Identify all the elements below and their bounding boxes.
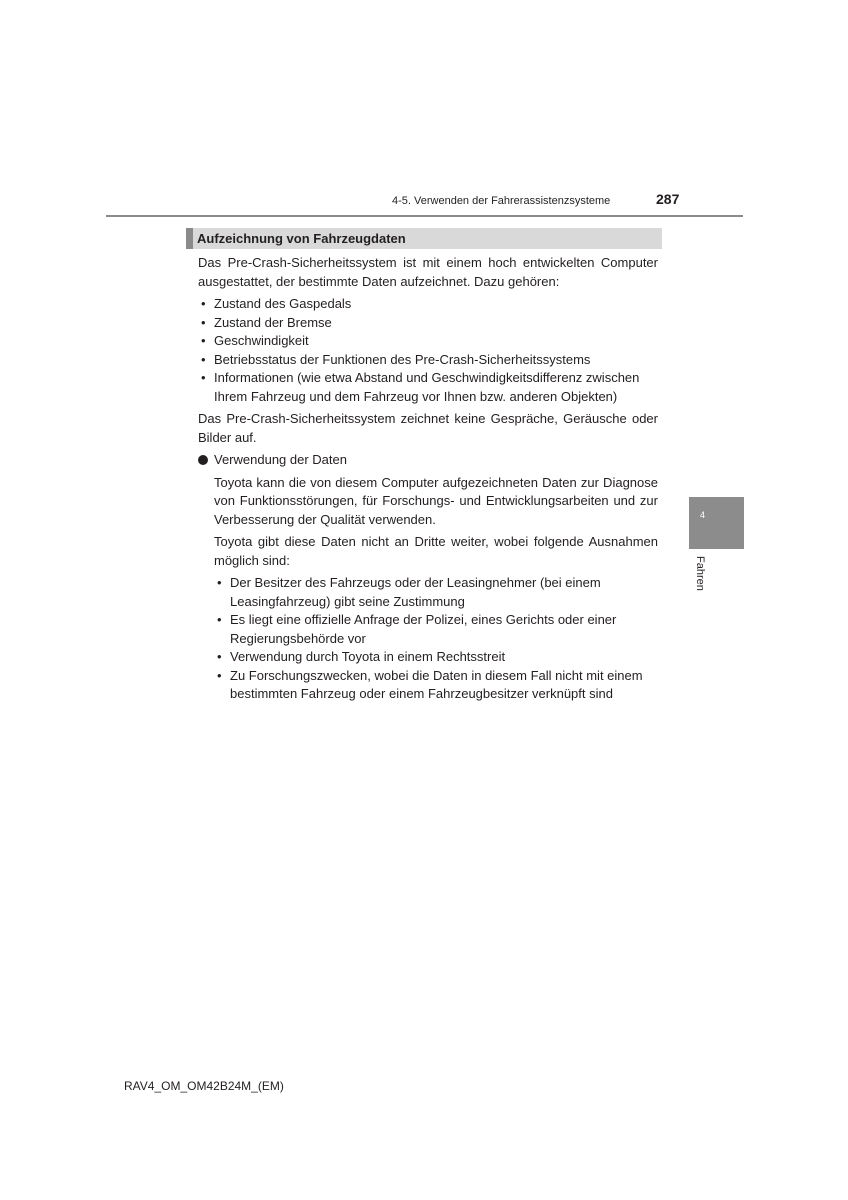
exceptions-intro: Toyota gibt diese Daten nicht an Dritte weiter, wobei folgende Ausnahmen möglich sind: <box>214 534 658 568</box>
chapter-label: Fahren <box>694 556 706 591</box>
section-title: Aufzeichnung von Fahrzeugdaten <box>197 231 406 246</box>
list-item: • Es liegt eine offizielle Anfrage der Polizei, eines Gerichts oder einer Regierungsbehörde vor <box>217 612 617 646</box>
running-header-section: 4-5. Verwenden der Fahrerassistenzsysteme <box>392 195 611 207</box>
chapter-tab <box>689 497 744 549</box>
no-record-note: Das Pre-Crash-Sicherheitssystem zeichnet keine Gespräche, Geräusche oder Bilder auf. <box>198 411 658 445</box>
subsection-title: Verwendung der Daten <box>214 452 347 467</box>
chapter-number: 4 <box>700 510 706 520</box>
list-item: • Betriebsstatus der Funktionen des Pre-Crash-Sicherheitssystems <box>201 351 591 367</box>
list-item: • Zu Forschungszwecken, wobei die Daten in diesem Fall nicht mit einem bestimmten Fahrzeug oder einem Fahrzeugbesitzer verknüpft sind <box>217 667 643 701</box>
exceptions-list <box>214 574 658 704</box>
header-divider <box>106 215 743 217</box>
subsection-heading <box>198 451 658 470</box>
intro-paragraph: Das Pre-Crash-Sicherheitssystem ist mit einem hoch entwickelten Computer ausgestattet, der bestimmte Daten aufzeichnet. Dazu gehören: <box>198 255 658 289</box>
recorded-items-list <box>198 295 658 406</box>
section-heading-bar <box>186 228 662 249</box>
list-item: • Der Besitzer des Fahrzeugs oder der Leasingnehmer (bei einem Leasingfahrzeug) gibt seine Zustimmung <box>217 575 601 609</box>
subsection-body <box>214 474 658 704</box>
filled-circle-icon <box>198 455 208 465</box>
list-item: • Zustand des Gaspedals <box>201 296 352 311</box>
list-item: • Geschwindigkeit <box>201 333 309 348</box>
usage-paragraph: Toyota kann die von diesem Computer aufgezeichneten Daten zur Diagnose von Funktionsstörungen, für Forschungs- und Entwicklungsarbeiten und zur Verbesserung der Qualität verwenden. <box>214 474 658 527</box>
footer-document-code: RAV4_OM_OM42B24M_(EM) <box>124 1079 284 1093</box>
page-number: 287 <box>656 191 680 207</box>
section-heading-accent <box>186 228 193 249</box>
section-body <box>198 254 658 708</box>
list-item: • Informationen (wie etwa Abstand und Geschwindigkeitsdifferenz zwischen Ihrem Fahrzeug und dem Fahrzeug vor Ihnen bzw. anderen Objekten) <box>201 370 640 404</box>
list-item: • Zustand der Bremse <box>201 314 332 330</box>
list-item: • Verwendung durch Toyota in einem Rechtsstreit <box>217 649 506 664</box>
